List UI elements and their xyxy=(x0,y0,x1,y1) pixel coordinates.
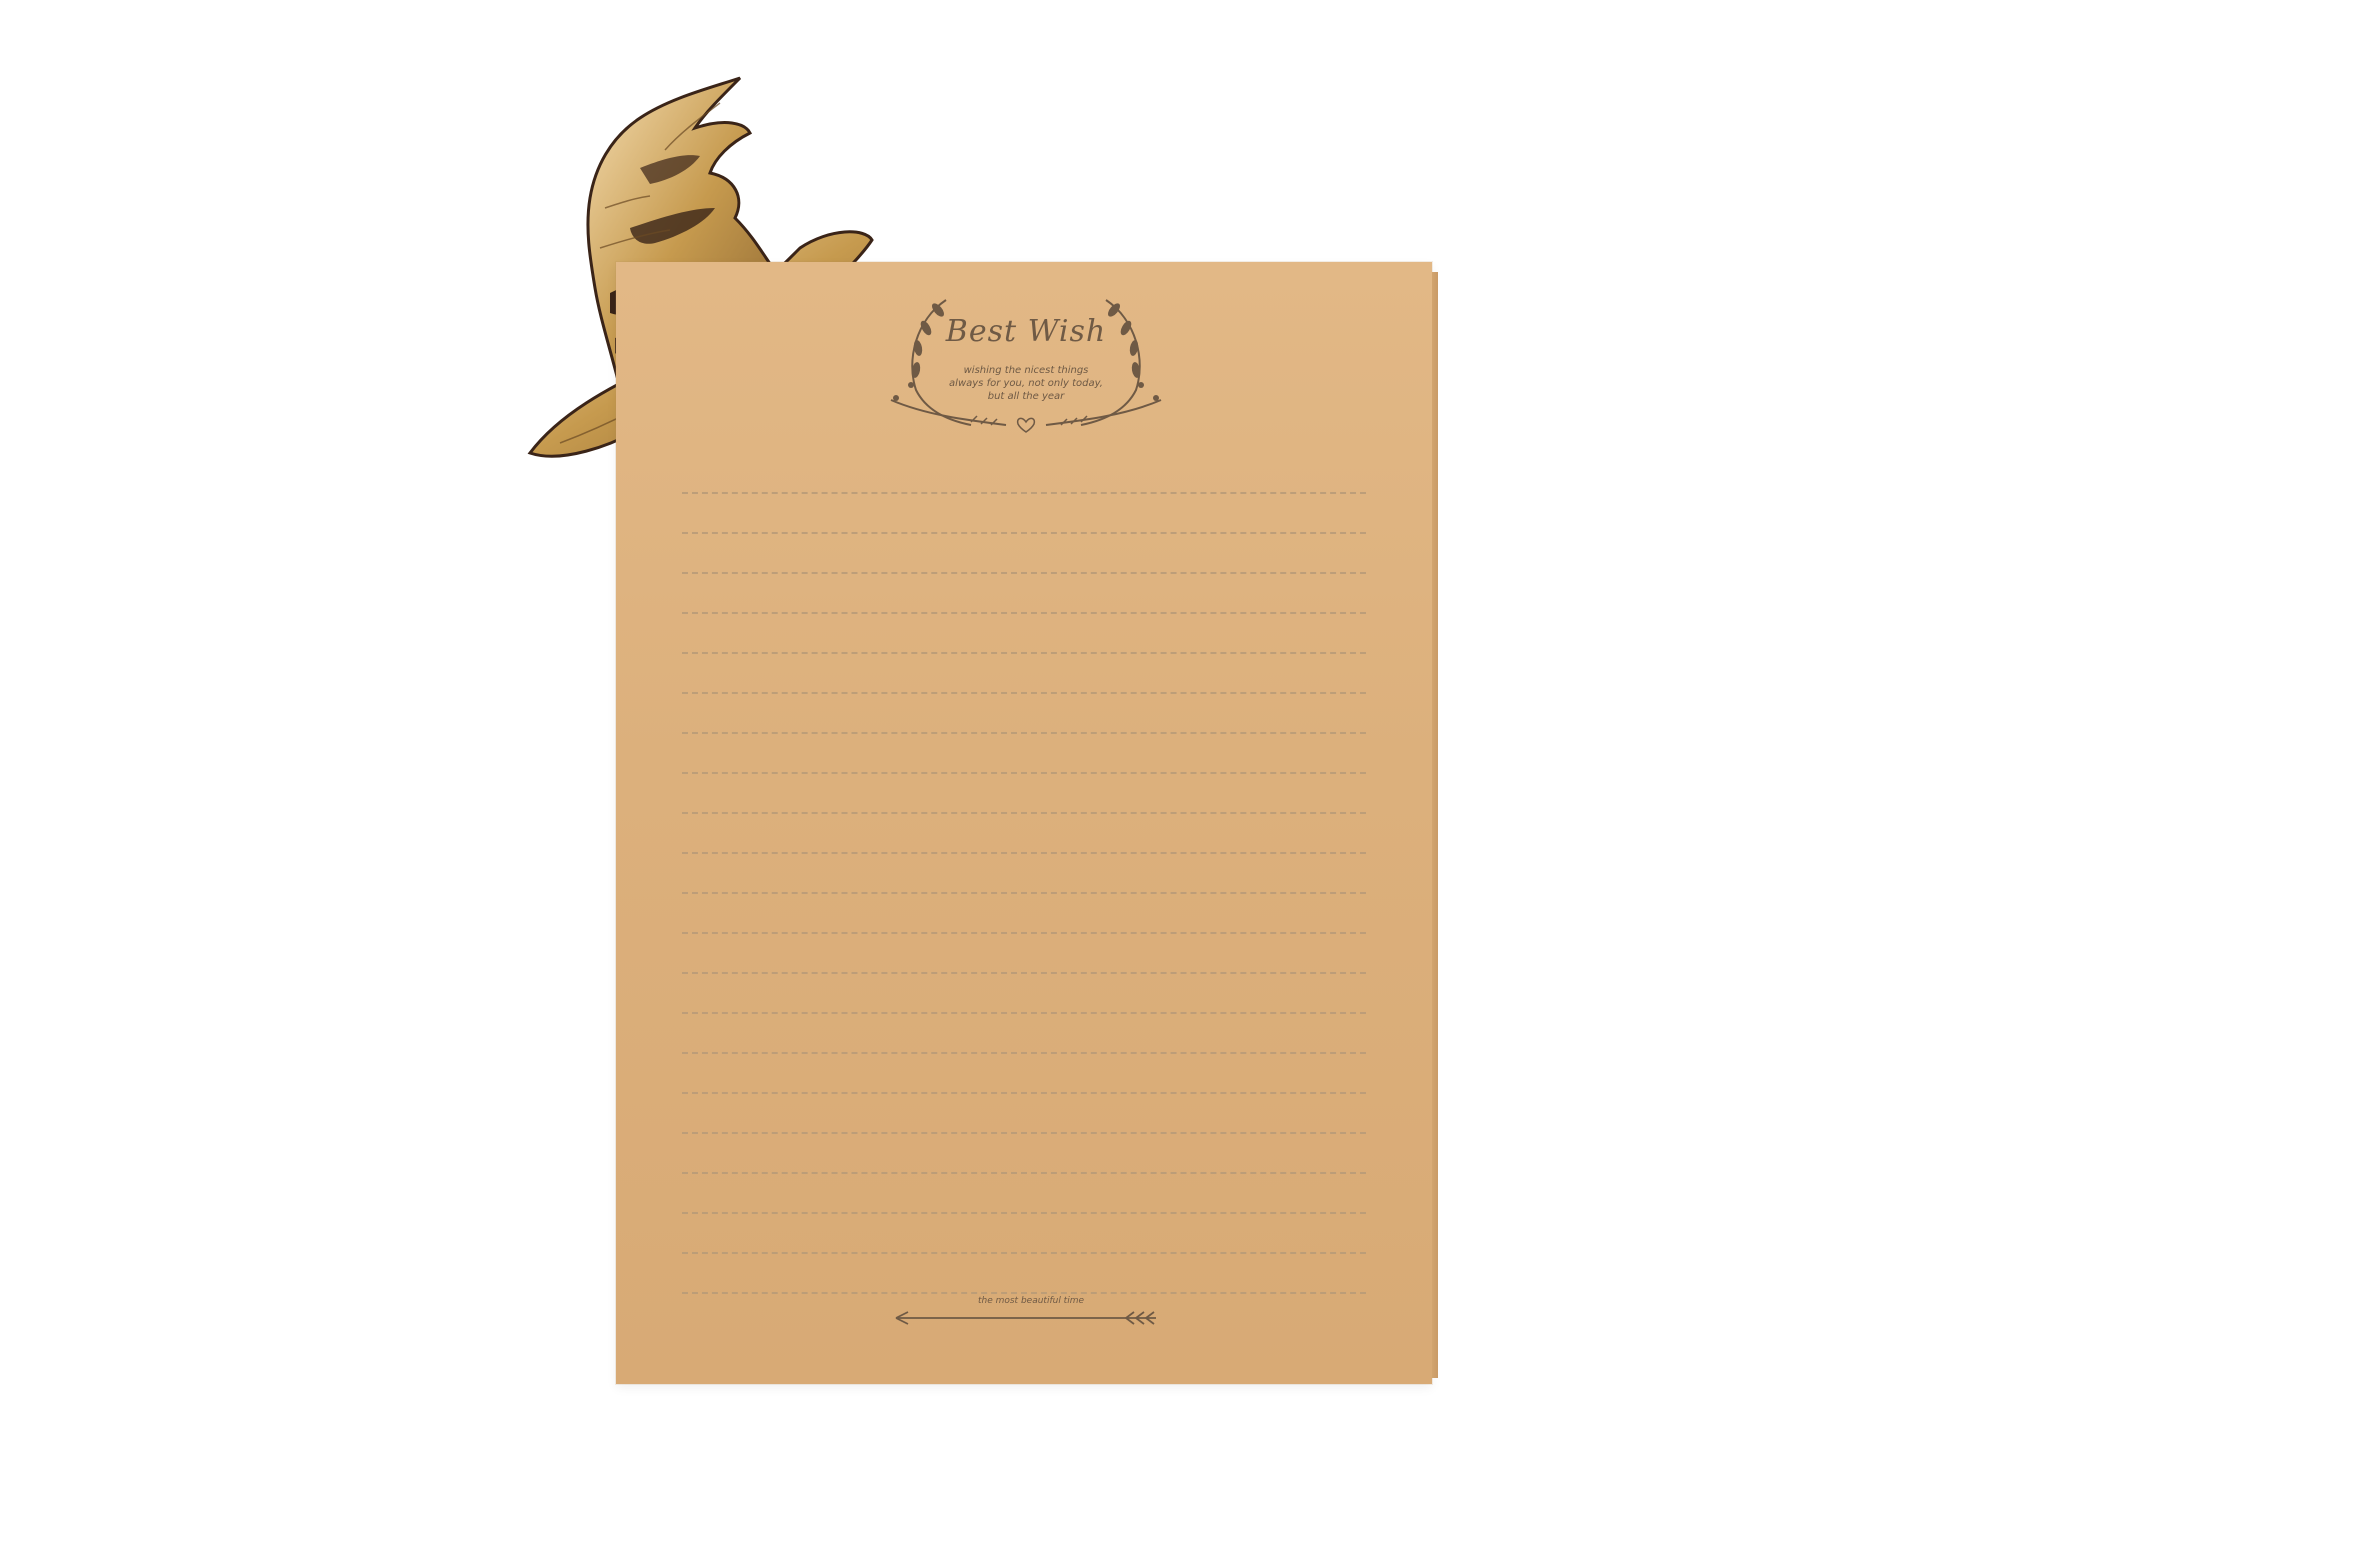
letter-subtitle-line-3: but all the year xyxy=(987,391,1065,402)
letter-paper xyxy=(616,262,1432,1384)
ruled-line xyxy=(682,932,1366,935)
letter-subtitle-line-1: wishing the nicest things xyxy=(963,365,1089,376)
header-wreath xyxy=(876,280,1176,450)
ruled-line xyxy=(682,892,1366,895)
ruled-line xyxy=(682,652,1366,655)
ruled-line xyxy=(682,1012,1366,1015)
ruled-line xyxy=(682,1252,1366,1255)
ruled-line xyxy=(682,572,1366,575)
letter-subtitle-line-2: always for you, not only today, xyxy=(949,378,1103,389)
ruled-lines xyxy=(682,492,1366,1332)
ruled-line xyxy=(682,492,1366,495)
footer-text: the most beautiful time xyxy=(977,1296,1085,1306)
ruled-line xyxy=(682,1172,1366,1175)
footer-arrow xyxy=(886,1292,1176,1332)
ruled-line xyxy=(682,1092,1366,1095)
paper-edge xyxy=(1432,272,1438,1378)
ruled-line xyxy=(682,1132,1366,1135)
ruled-line xyxy=(682,532,1366,535)
ruled-line xyxy=(682,772,1366,775)
ruled-line xyxy=(682,972,1366,975)
ruled-line xyxy=(682,1052,1366,1055)
ruled-line xyxy=(682,812,1366,815)
ruled-line xyxy=(682,732,1366,735)
ruled-line xyxy=(682,692,1366,695)
ruled-line xyxy=(682,852,1366,855)
ruled-line xyxy=(682,612,1366,615)
ruled-line xyxy=(682,1212,1366,1215)
letter-title: Best Wish xyxy=(945,314,1107,349)
